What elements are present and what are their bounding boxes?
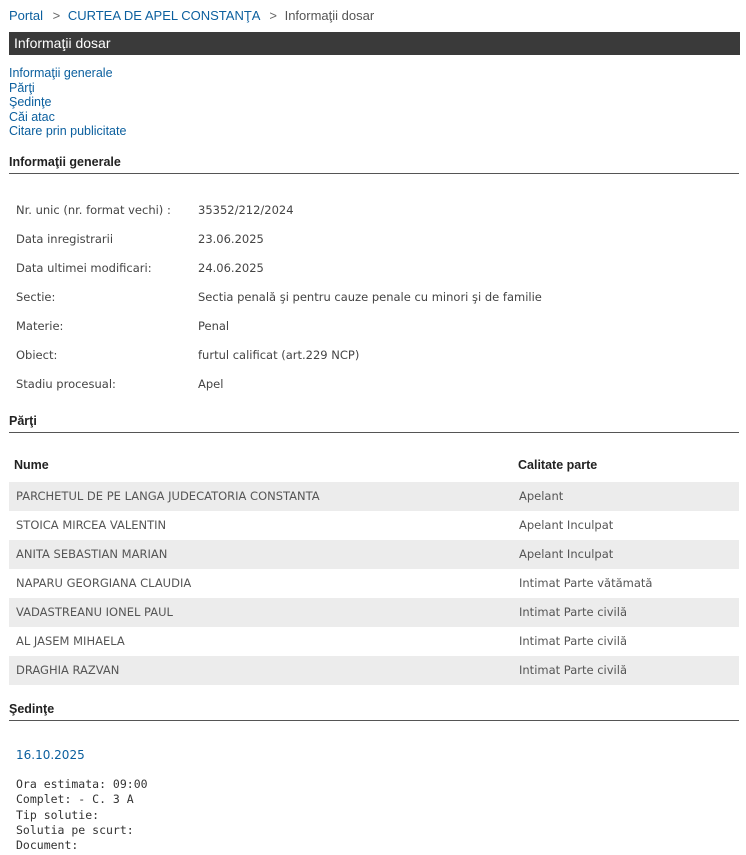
info-label: Data inregistrarii: [16, 232, 114, 246]
info-label: Obiect:: [16, 348, 58, 362]
nav-general-link[interactable]: Informaţii generale: [9, 66, 113, 80]
info-value: Penal: [198, 319, 230, 333]
breadcrumb-separator: >: [269, 8, 277, 23]
info-row-data-inregistrarii: [16, 232, 264, 246]
party-name: PARCHETUL DE PE LANGA JUDECATORIA CONSTANTA: [16, 489, 320, 503]
nav-cai-atac-link[interactable]: Căi atac: [9, 109, 55, 124]
hearing-complet: Complet: - C. 3 A: [16, 792, 134, 806]
column-header-role: Calitate parte: [518, 458, 598, 472]
nav-sedinte-link[interactable]: Şedinţe: [9, 95, 52, 109]
nav-parti-link[interactable]: Părţi: [9, 80, 35, 95]
party-name: STOICA MIRCEA VALENTIN: [16, 518, 167, 532]
party-role: Apelant Inculpat: [519, 518, 614, 532]
info-label: Data ultimei modificari:: [16, 261, 152, 275]
info-row-materie: [16, 319, 230, 333]
column-header-name: Nume: [14, 458, 49, 472]
info-row-stadiu: [16, 377, 224, 391]
table-row: [9, 627, 739, 656]
info-value: 35352/212/2024: [198, 203, 294, 217]
info-row-nr-unic: [16, 203, 294, 217]
info-row-obiect: [16, 348, 360, 362]
info-row-sectie: [16, 290, 542, 304]
page-title: Informaţii dosar: [9, 32, 740, 55]
table-row: [9, 540, 739, 569]
breadcrumb-portal-link[interactable]: Portal: [9, 8, 43, 23]
hearing-solutia: Solutia pe scurt:: [16, 823, 134, 837]
party-role: Intimat Parte vătămată: [519, 576, 653, 590]
party-name: DRAGHIA RAZVAN: [16, 663, 120, 677]
breadcrumb-separator: >: [52, 8, 61, 23]
table-row: [9, 511, 739, 540]
party-name: VADASTREANU IONEL PAUL: [16, 605, 173, 619]
info-row-data-modificari: [16, 261, 264, 275]
info-label: Nr. unic (nr. format vechi) :: [16, 203, 171, 217]
breadcrumb-court-link[interactable]: CURTEA DE APEL CONSTANŢA: [67, 8, 260, 23]
party-role: Intimat Parte civilă: [519, 605, 627, 619]
breadcrumb-current: Informaţii dosar: [284, 8, 375, 23]
party-role: Apelant: [519, 489, 564, 503]
party-name: ANITA SEBASTIAN MARIAN: [16, 547, 168, 561]
party-name: AL JASEM MIHAELA: [16, 634, 125, 648]
nav-citare-link[interactable]: Citare prin publicitate: [9, 124, 127, 138]
info-label: Materie:: [16, 319, 64, 333]
table-row: [9, 569, 739, 598]
hearing-tip-solutie: Tip solutie:: [16, 808, 100, 822]
info-label: Sectie:: [16, 290, 56, 304]
party-role: Apelant Inculpat: [519, 547, 614, 561]
info-value: Apel: [198, 377, 224, 391]
party-name: NAPARU GEORGIANA CLAUDIA: [16, 576, 192, 590]
party-role: Intimat Parte civilă: [519, 663, 627, 677]
parties-heading: Părţi: [9, 414, 739, 433]
table-row: [9, 656, 739, 685]
table-row: [9, 598, 739, 627]
hearings-heading: Şedinţe: [9, 702, 739, 721]
info-value: 23.06.2025: [198, 232, 264, 246]
section-nav: [9, 66, 126, 139]
info-value: Sectia penală şi pentru cauze penale cu minori şi de familie: [198, 290, 542, 304]
info-label: Stadiu procesual:: [16, 377, 116, 391]
hearing-date: 16.10.2025: [16, 748, 85, 762]
general-info-heading: Informaţii generale: [9, 155, 739, 174]
breadcrumb: [9, 8, 374, 23]
info-value: 24.06.2025: [198, 261, 264, 275]
table-row: [9, 482, 739, 511]
info-value: furtul calificat (art.229 NCP): [198, 348, 360, 362]
party-role: Intimat Parte civilă: [519, 634, 627, 648]
hearing-ora: Ora estimata: 09:00: [16, 777, 148, 791]
hearing-document: Document:: [16, 838, 79, 852]
